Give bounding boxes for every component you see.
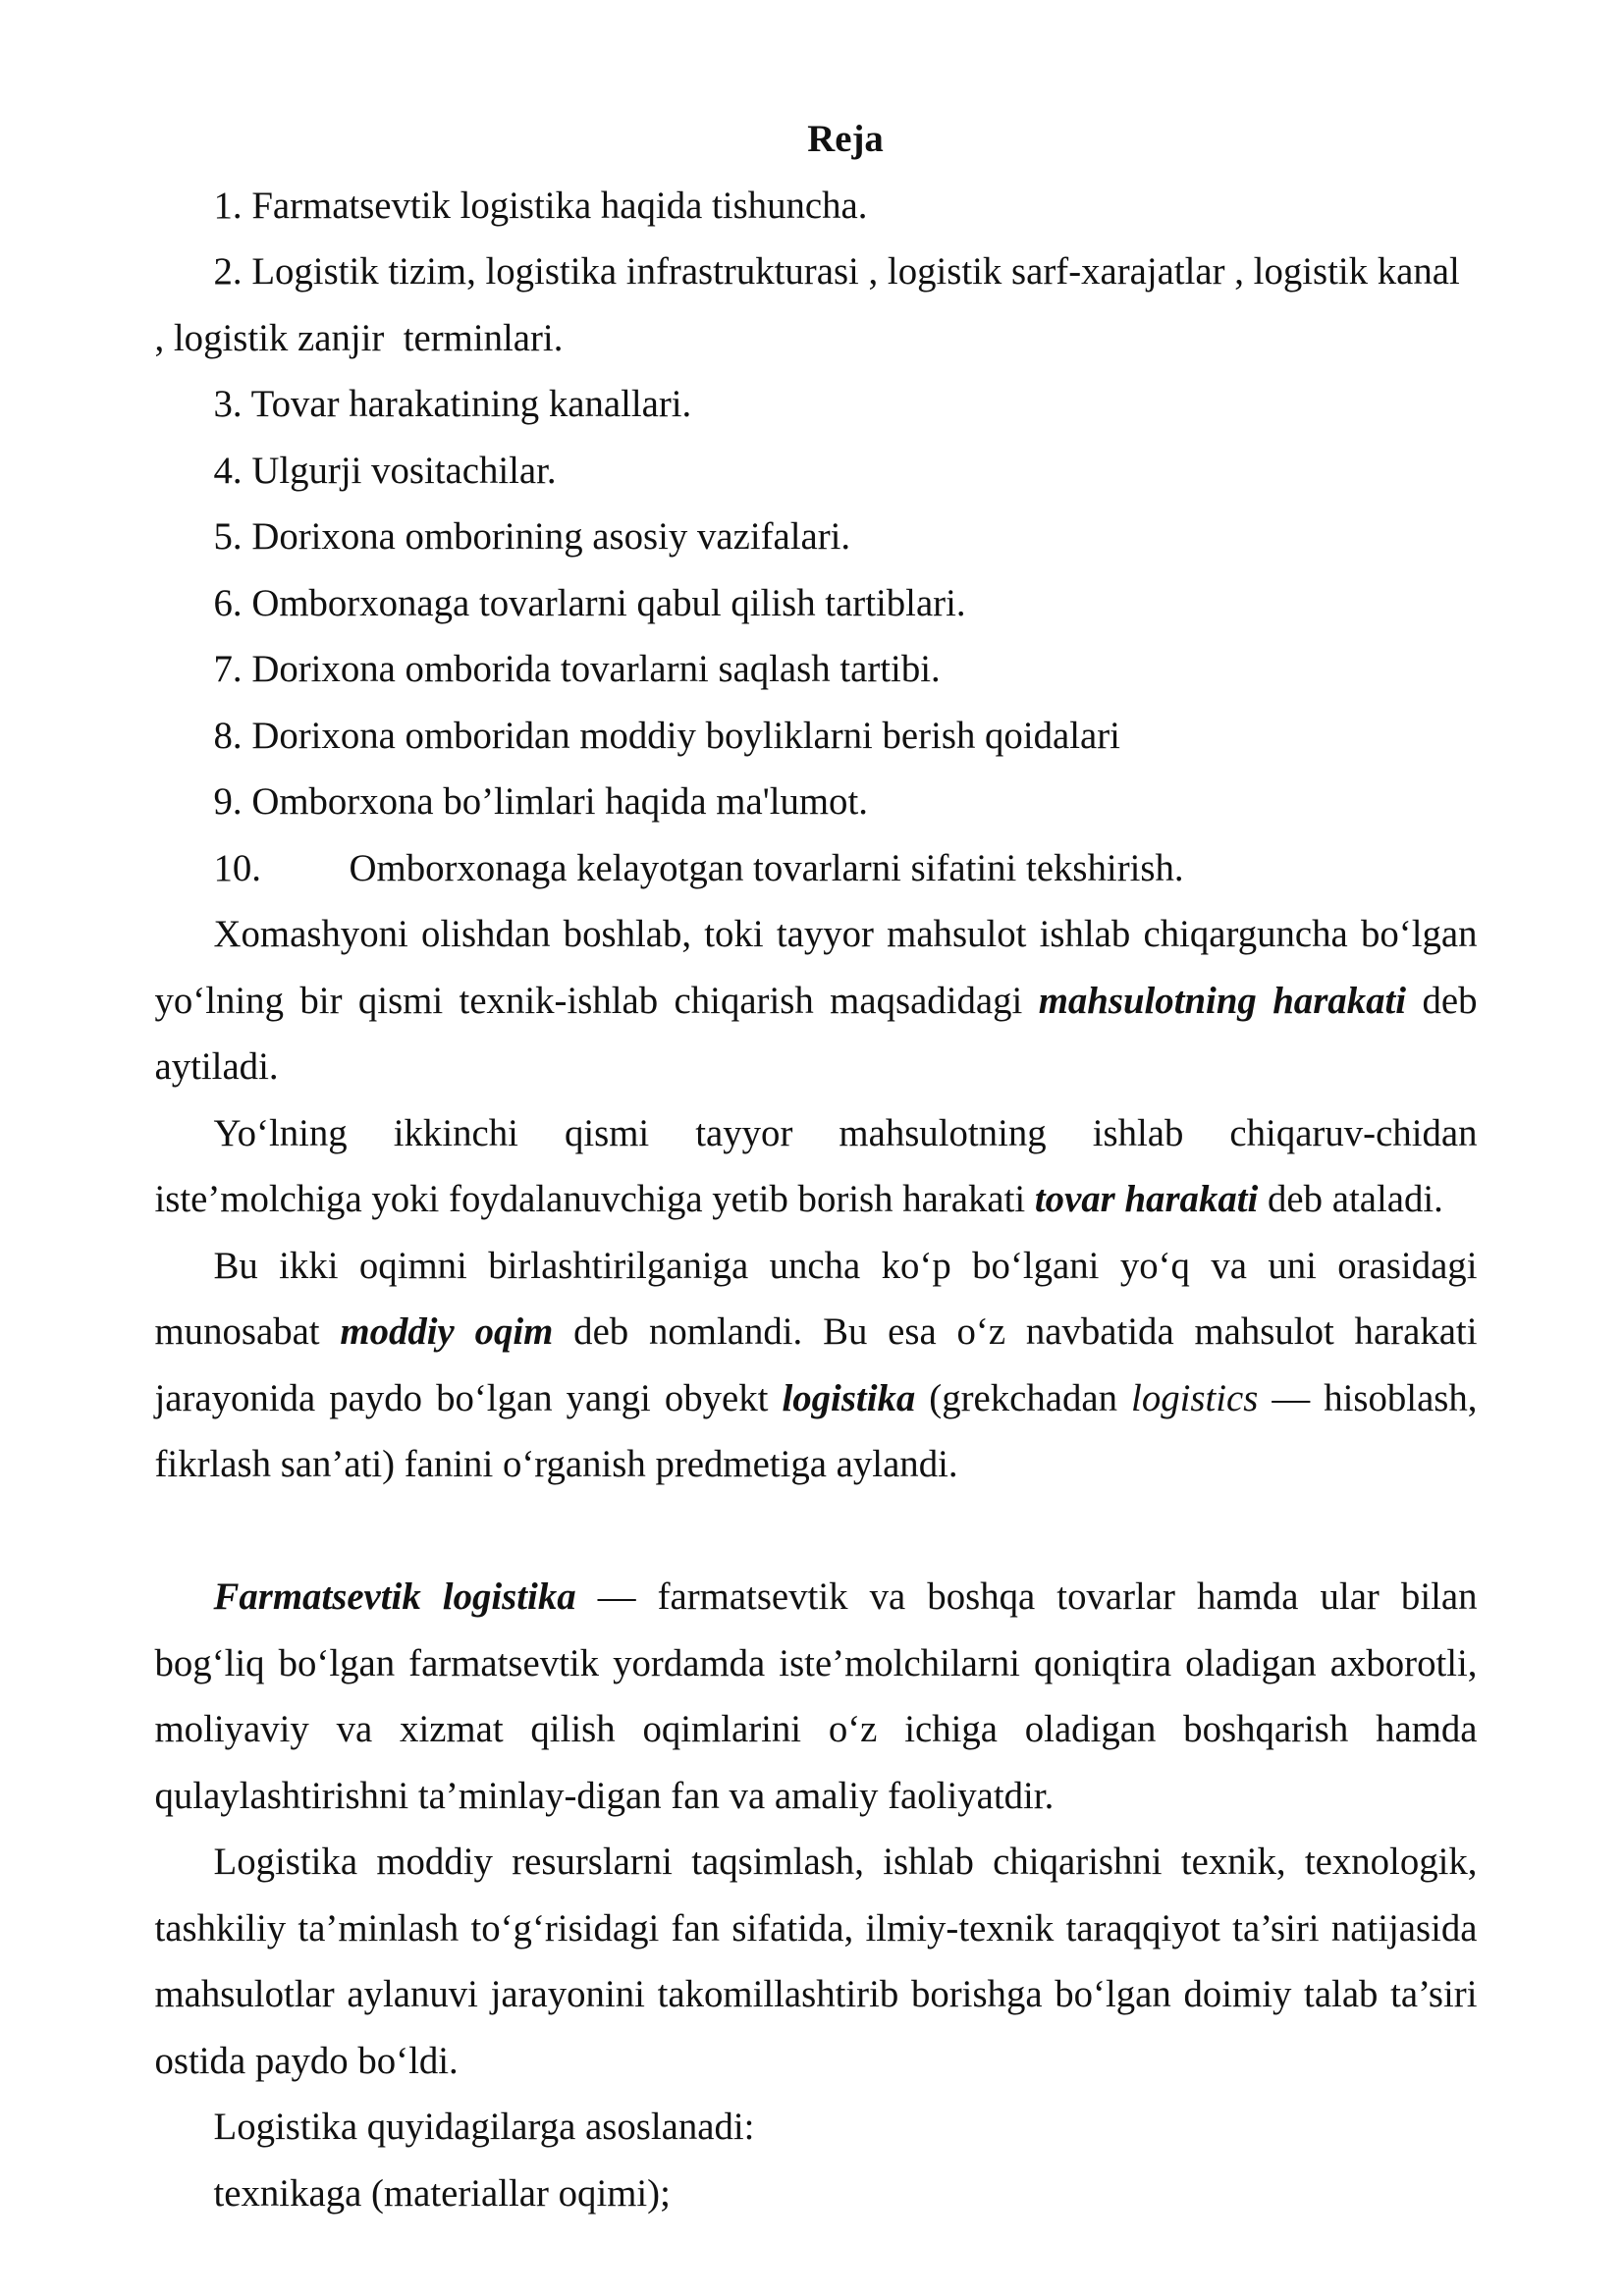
paragraph <box>155 1100 1478 1233</box>
emphasized-term: Farmatsevtik logistika <box>213 1575 576 1618</box>
text-run: yo‘lning bir qismi texnik-ishlab chiqarish maqsadidagi <box>154 979 1039 1022</box>
plan-item <box>155 835 1478 902</box>
plan-item-number: 2. <box>213 250 243 293</box>
paragraph <box>155 901 1478 1100</box>
paragraph-line <box>155 1034 1478 1100</box>
document-title: Reja <box>807 118 884 160</box>
plan-item <box>155 239 1478 305</box>
plan-item-number: 9. <box>213 780 243 823</box>
paragraph-line <box>155 1365 1478 1432</box>
text-run: tashkiliy ta’minlash to‘g‘risidagi fan sifatida, ilmiy-texnik taraqqiyot ta’siri natijasida <box>154 1906 1478 1949</box>
plan-item <box>155 769 1478 835</box>
plan-item-text: Omborxonaga kelayotgan tovarlarni sifatini tekshirish. <box>349 846 1184 889</box>
plan-item-number: 8. <box>213 714 243 757</box>
paragraph <box>155 1829 1478 2094</box>
text-run: Xomashyoni olishdan boshlab, toki tayyor mahsulot ishlab chiqarguncha bo‘lgan <box>213 913 1478 955</box>
plan-item <box>155 636 1478 703</box>
text-run: fikrlash san’ati) fanini o‘rganish predmetiga aylandi. <box>154 1443 958 1485</box>
paragraph-line <box>155 2028 1478 2095</box>
text-run: Bu ikki oqimni birlashtirilganiga uncha ko‘p bo‘lgani yo‘q va uni orasidagi <box>213 1244 1478 1287</box>
plan-item <box>155 173 1478 240</box>
paragraph-line <box>155 1299 1478 1365</box>
plan-item-number: 4. <box>213 449 243 492</box>
text-run: mahsulotlar aylanuvi jarayonini takomillashtirib borishga bo‘lgan doimiy talab ta’siri <box>154 1973 1478 2015</box>
plan-item <box>155 438 1478 505</box>
plan-list <box>155 173 1478 902</box>
paragraph-line <box>155 1763 1478 1830</box>
plan-item <box>155 504 1478 570</box>
text-run: deb nomlandi. Bu esa o‘z navbatida mahsulot harakati <box>553 1310 1478 1353</box>
text-run: munosabat <box>154 1310 341 1353</box>
italic-term: logistics <box>1131 1376 1259 1419</box>
paragraph <box>155 2094 1478 2161</box>
text-run: Logistika quyidagilarga asoslanadi: <box>213 2106 755 2148</box>
text-run: bog‘liq bo‘lgan farmatsevtik yordamda iste’molchilarni qoniqtira oladigan axborotli, <box>154 1641 1478 1684</box>
plan-item-number: 10. <box>213 846 261 889</box>
paragraph-line <box>155 2161 1478 2227</box>
plan-item <box>155 371 1478 438</box>
paragraph <box>155 1233 1478 1498</box>
text-run: qulaylashtirishni ta’minlay-digan fan va amaliy faoliyatdir. <box>154 1774 1055 1817</box>
document-body <box>155 106 1478 2226</box>
paragraph-line <box>155 1630 1478 1697</box>
text-run: iste’molchiga yoki foydalanuvchiga yetib borish harakati <box>154 1178 1035 1220</box>
plan-item-number: 7. <box>213 648 243 690</box>
plan-item-text: Omborxona bo’limlari haqida ma'lumot. <box>251 780 868 823</box>
text-run: ostida paydo bo‘ldi. <box>154 2039 459 2082</box>
text-run: texnikaga (materiallar oqimi); <box>213 2171 671 2215</box>
plan-item <box>155 570 1478 637</box>
plan-item-number: 5. <box>213 515 243 558</box>
text-run: moliyaviy va xizmat qilish oqimlarini o‘z ichiga oladigan boshqarish hamda <box>154 1708 1478 1750</box>
text-run: — hisoblash, <box>1258 1376 1478 1419</box>
emphasized-term: moddiy oqim <box>340 1310 554 1353</box>
paragraph-line <box>155 1233 1478 1300</box>
plan-item-text: Omborxonaga tovarlarni qabul qilish tartiblari. <box>251 581 966 624</box>
paragraph-line <box>155 1564 1478 1630</box>
plan-item-text: Farmatsevtik logistika haqida tishuncha. <box>251 184 868 227</box>
paragraph-line <box>155 1961 1478 2028</box>
paragraph-line <box>155 1100 1478 1167</box>
paragraph-line <box>155 968 1478 1035</box>
paragraph-line <box>155 1431 1478 1498</box>
text-run: (grekchadan <box>915 1376 1132 1419</box>
emphasized-term: logistika <box>782 1376 916 1419</box>
plan-item-text: Tovar harakatining kanallari. <box>250 383 692 425</box>
paragraph-line <box>155 1166 1478 1233</box>
plan-item-number: 3. <box>213 383 243 425</box>
plan-item-text: Logistik tizim, logistika infrastrukturasi , logistik sarf-xarajatlar , logistik kanal <box>251 250 1460 293</box>
paragraph-line <box>155 1696 1478 1763</box>
text-run: deb ataladi. <box>1258 1178 1443 1220</box>
text-run: jarayonida paydo bo‘lgan yangi obyekt <box>154 1376 783 1419</box>
text-run: Yo‘lning ikkinchi qismi tayyor mahsulotning ishlab chiqaruv-chidan <box>213 1111 1478 1154</box>
paragraph <box>155 2161 1478 2227</box>
plan-item-text: , logistik zanjir terminlari. <box>154 316 564 359</box>
plan-item-text: Dorixona omborida tovarlarni saqlash tartibi. <box>251 648 941 690</box>
paragraph <box>155 1564 1478 1829</box>
text-run: deb <box>1406 979 1478 1022</box>
text-run: — farmatsevtik va boshqa tovarlar hamda ular bilan <box>575 1575 1478 1618</box>
paragraph-line <box>155 1829 1478 1896</box>
plan-item-text: Ulgurji vositachilar. <box>251 449 557 492</box>
paragraph-line <box>155 901 1478 968</box>
plan-item-text: Dorixona omborining asosiy vazifalari. <box>251 515 851 558</box>
blank-line <box>155 1498 1478 1565</box>
plan-item <box>155 703 1478 770</box>
emphasized-term: mahsulotning harakati <box>1038 979 1407 1022</box>
emphasized-term: tovar harakati <box>1034 1178 1259 1220</box>
paragraph-line <box>155 2094 1478 2161</box>
plan-item-continuation <box>155 305 1478 372</box>
paragraph-line <box>155 1896 1478 1962</box>
plan-item-number: 1. <box>213 184 243 227</box>
plan-item-text: Dorixona omboridan moddiy boyliklarni berish qoidalari <box>251 714 1120 757</box>
text-run: Logistika moddiy resurslarni taqsimlash, ishlab chiqarishni texnik, texnologik, <box>213 1841 1478 1883</box>
text-run: aytiladi. <box>154 1045 279 1088</box>
plan-item-number: 6. <box>213 581 243 624</box>
